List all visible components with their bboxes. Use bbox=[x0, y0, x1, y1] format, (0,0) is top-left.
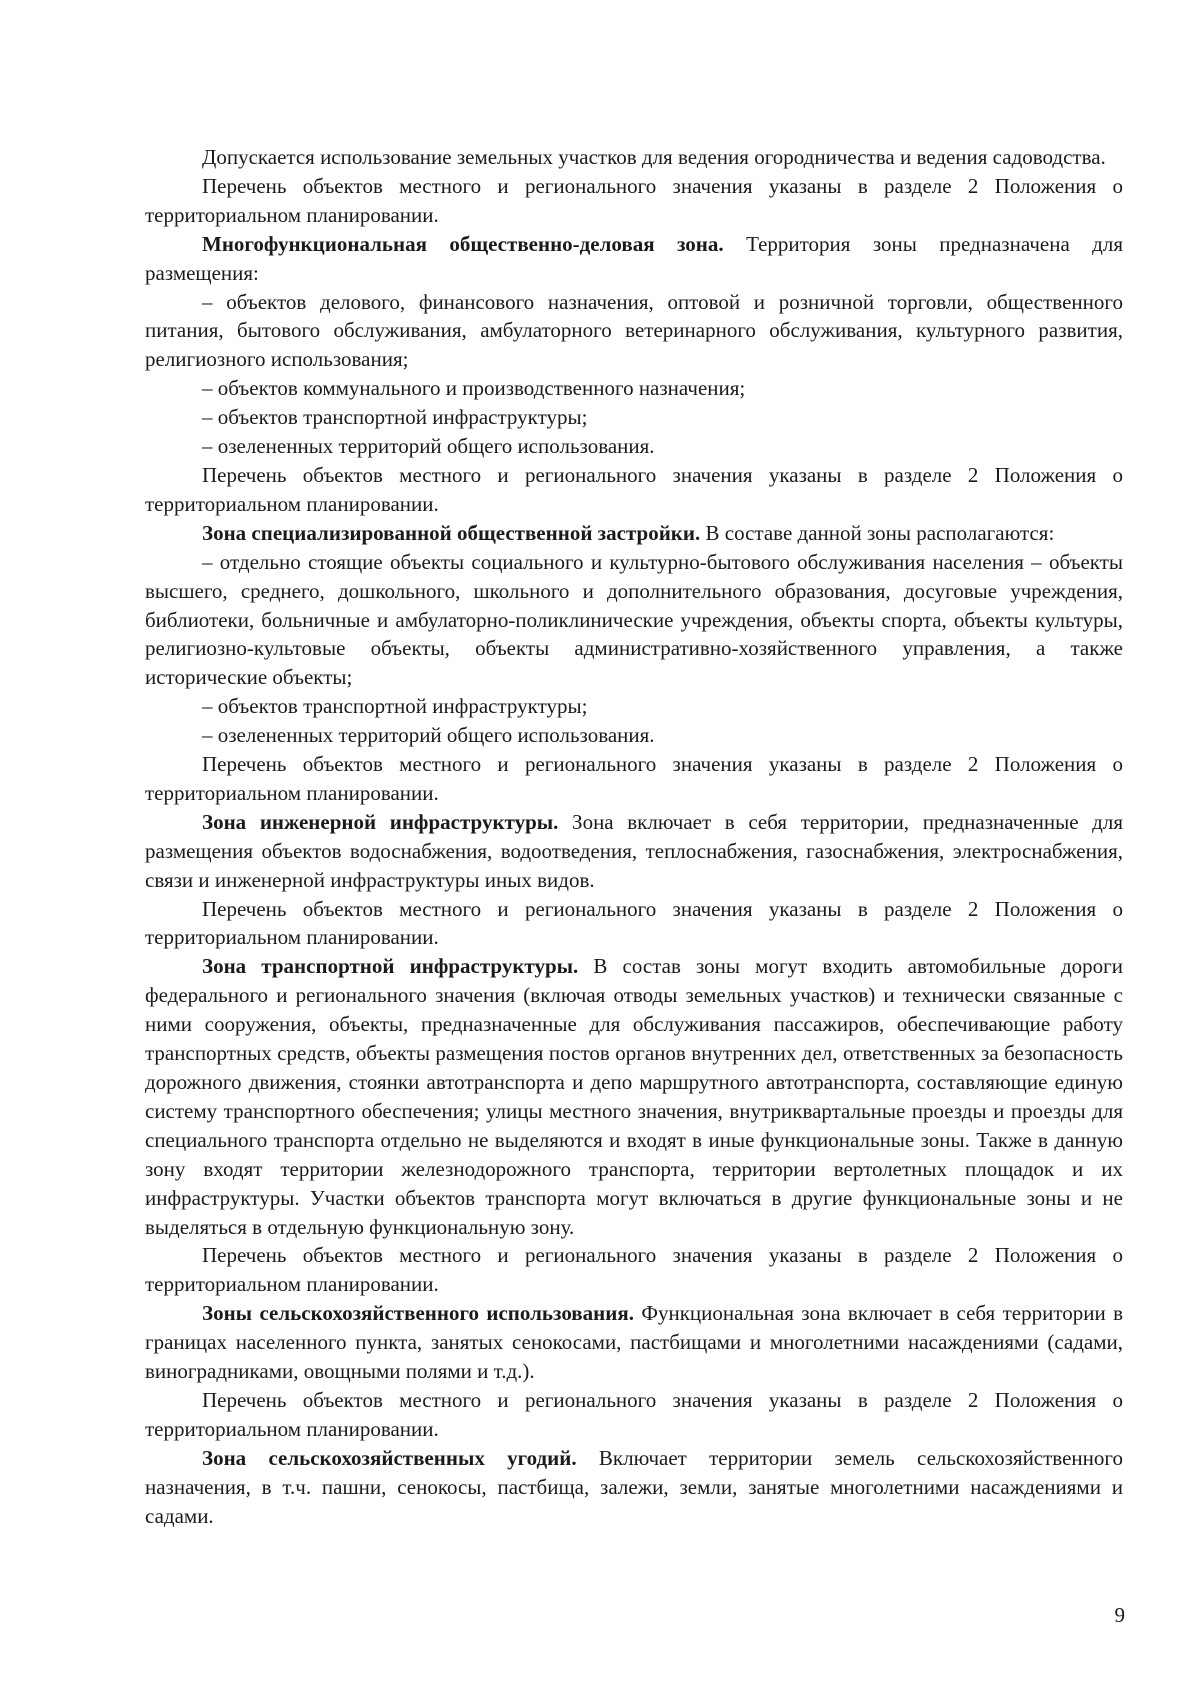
paragraph-text: Зона включает в себя территории, предназначенные для размещения объектов водоснабжения, водоотведения, теплоснабжения, газоснабжения, электроснабжения, связи и инженерной инфраструктуры иных видов. bbox=[145, 809, 1123, 892]
paragraph bbox=[145, 952, 1123, 1241]
paragraph-lead: Многофункциональная общественно-деловая зона. bbox=[202, 231, 724, 256]
paragraph-text: – объектов транспортной инфраструктуры; bbox=[202, 405, 588, 430]
paragraph-text: – объектов делового, финансового назначения, оптовой и розничной торговли, общественного питания, бытового обслуживания, амбулаторного ветеринарного обслуживания, культурного развития, религиозного использования; bbox=[145, 289, 1123, 372]
paragraph bbox=[145, 721, 1123, 750]
paragraph bbox=[145, 750, 1123, 808]
paragraph bbox=[145, 1444, 1123, 1531]
paragraph-lead: Зона инженерной инфраструктуры. bbox=[202, 809, 559, 834]
paragraph-text: – озелененных территорий общего использования. bbox=[202, 723, 655, 748]
paragraph bbox=[145, 519, 1123, 548]
paragraph-text: Территория зоны предназначена для размещения: bbox=[145, 231, 1123, 285]
paragraph-text: В состав зоны могут входить автомобильные дороги федерального и регионального значения (включая отводы земельных участков) и технически связанные с ними сооружения, объекты, предназначенные для обслуживания пассажиров, обеспечивающие работу транспортных средств, объекты размещения постов органов внутренних дел, ответственных за безопасность дорожного движения, стоянки автотранспорта и депо маршрутного автотранспорта, составляющие единую систему транспортного обеспечения; улицы местного значения, внутриквартальные проезды и проезды для специального транспорта отдельно не выделяются и входят в иные функциональные зоны. Также в данную зону входят территории железнодорожного транспорта, территории вертолетных площадок и их инфраструктуры. Участки объектов транспорта могут включаться в другие функциональные зоны и не выделяться в отдельную функциональную зону. bbox=[145, 954, 1123, 1239]
paragraph bbox=[145, 172, 1123, 230]
paragraph bbox=[145, 895, 1123, 953]
paragraph bbox=[145, 288, 1123, 375]
paragraph bbox=[145, 692, 1123, 721]
paragraph-text: Включает территории земель сельскохозяйственного назначения, в т.ч. пашни, сенокосы, пастбища, залежи, земли, занятые многолетними насаждениями и садами. bbox=[145, 1445, 1123, 1528]
page-number: 9 bbox=[1114, 1603, 1125, 1627]
paragraph-text: – объектов коммунального и производственного назначения; bbox=[202, 376, 746, 401]
paragraph-text: – объектов транспортной инфраструктуры; bbox=[202, 694, 588, 719]
paragraph-lead: Зона транспортной инфраструктуры. bbox=[202, 954, 579, 979]
paragraph bbox=[145, 808, 1123, 895]
paragraph bbox=[145, 461, 1123, 519]
paragraph bbox=[145, 1241, 1123, 1299]
paragraph-text: Перечень объектов местного и регионального значения указаны в разделе 2 Положения о территориальном планировании. bbox=[145, 1387, 1123, 1441]
paragraph-text: – озелененных территорий общего использования. bbox=[202, 434, 655, 459]
paragraph-text: Перечень объектов местного и регионального значения указаны в разделе 2 Положения о территориальном планировании. bbox=[145, 752, 1123, 805]
paragraph-lead: Зоны сельскохозяйственного использования. bbox=[202, 1301, 634, 1326]
paragraph-text: В составе данной зоны располагаются: bbox=[700, 520, 1055, 545]
paragraph bbox=[145, 403, 1123, 432]
paragraph-text: Перечень объектов местного и регионального значения указаны в разделе 2 Положения о территориальном планировании. bbox=[145, 896, 1123, 950]
paragraph bbox=[145, 432, 1123, 461]
paragraph-lead: Зона сельскохозяйственных угодий. bbox=[202, 1445, 577, 1470]
paragraph bbox=[145, 1299, 1123, 1386]
paragraph bbox=[145, 230, 1123, 288]
paragraph-text: Перечень объектов местного и регионального значения указаны в разделе 2 Положения о территориальном планировании. bbox=[145, 1243, 1123, 1297]
paragraph-text: – отдельно стоящие объекты социального и культурно-бытового обслуживания населения – объекты высшего, среднего, дошкольного, школьного и дополнительного образования, досуговые учреждения, библиотеки, больничные и амбулаторно-поликлинические учреждения, объекты спорта, объекты культуры, религиозно-культовые объекты, объекты административно-хозяйственного управления, а также исторические объекты; bbox=[145, 549, 1123, 690]
paragraph-text: Перечень объектов местного и регионального значения указаны в разделе 2 Положения о территориальном планировании. bbox=[145, 462, 1123, 516]
paragraph-text: Функциональная зона включает в себя территории в границах населенного пункта, занятых сенокосами, пастбищами и многолетними насаждениями (садами, виноградниками, овощными полями и т.д.). bbox=[145, 1301, 1124, 1384]
paragraph bbox=[145, 548, 1123, 693]
paragraph bbox=[145, 374, 1123, 403]
paragraph-text: Допускается использование земельных участков для ведения огородничества и ведения садоводства. bbox=[202, 145, 1106, 169]
body-text bbox=[145, 143, 1123, 1531]
paragraph bbox=[145, 1386, 1123, 1444]
paragraph bbox=[145, 143, 1123, 172]
paragraph-lead: Зона специализированной общественной застройки. bbox=[202, 520, 701, 545]
paragraph-text: Перечень объектов местного и регионального значения указаны в разделе 2 Положения о территориальном планировании. bbox=[145, 173, 1123, 227]
